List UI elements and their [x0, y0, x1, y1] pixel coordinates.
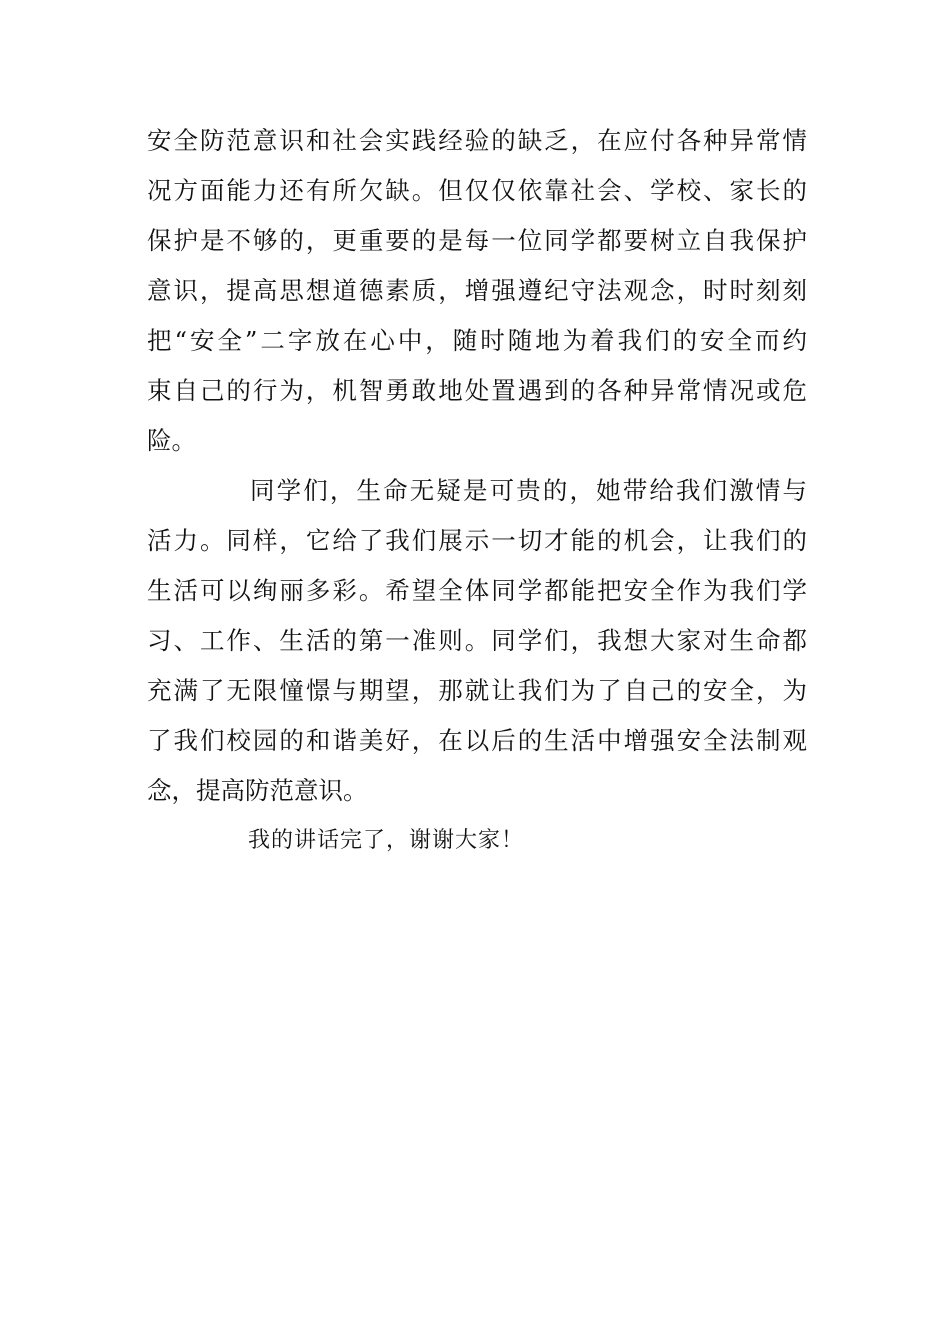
paragraph-1-line-7: 险。 [147, 426, 196, 455]
paragraph-2-line-1: 同学们，生命无疑是可贵的，她带给我们激情与 [250, 476, 807, 505]
paragraph-1-line-1: 安全防范意识和社会实践经验的缺乏，在应付各种异常情 [147, 126, 807, 155]
paragraph-1-line-3: 保护是不够的，更重要的是每一位同学都要树立自我保护 [147, 226, 807, 255]
closing-line: 我的讲话完了，谢谢大家！ [248, 828, 525, 853]
paragraph-1-line-2: 况方面能力还有所欠缺。但仅仅依靠社会、学校、家长的 [147, 176, 807, 205]
paragraph-1-line-4: 意识，提高思想道德素质，增强遵纪守法观念，时时刻刻 [147, 276, 807, 305]
paragraph-2-line-7: 念，提高防范意识。 [147, 776, 368, 805]
paragraph-2-line-5: 充满了无限憧憬与期望，那就让我们为了自己的安全，为 [147, 676, 807, 705]
paragraph-2-line-2: 活力。同样，它给了我们展示一切才能的机会，让我们的 [147, 526, 807, 555]
paragraph-1-line-6: 束自己的行为，机智勇敢地处置遇到的各种异常情况或危 [147, 376, 807, 405]
paragraph-2-line-4: 习、工作、生活的第一准则。同学们，我想大家对生命都 [147, 626, 807, 655]
paragraph-2-line-3: 生活可以绚丽多彩。希望全体同学都能把安全作为我们学 [147, 576, 807, 605]
paragraph-1-line-5: 把“安全”二字放在心中，随时随地为着我们的安全而约 [147, 326, 807, 355]
paragraph-2-line-6: 了我们校园的和谐美好，在以后的生活中增强安全法制观 [147, 726, 807, 755]
